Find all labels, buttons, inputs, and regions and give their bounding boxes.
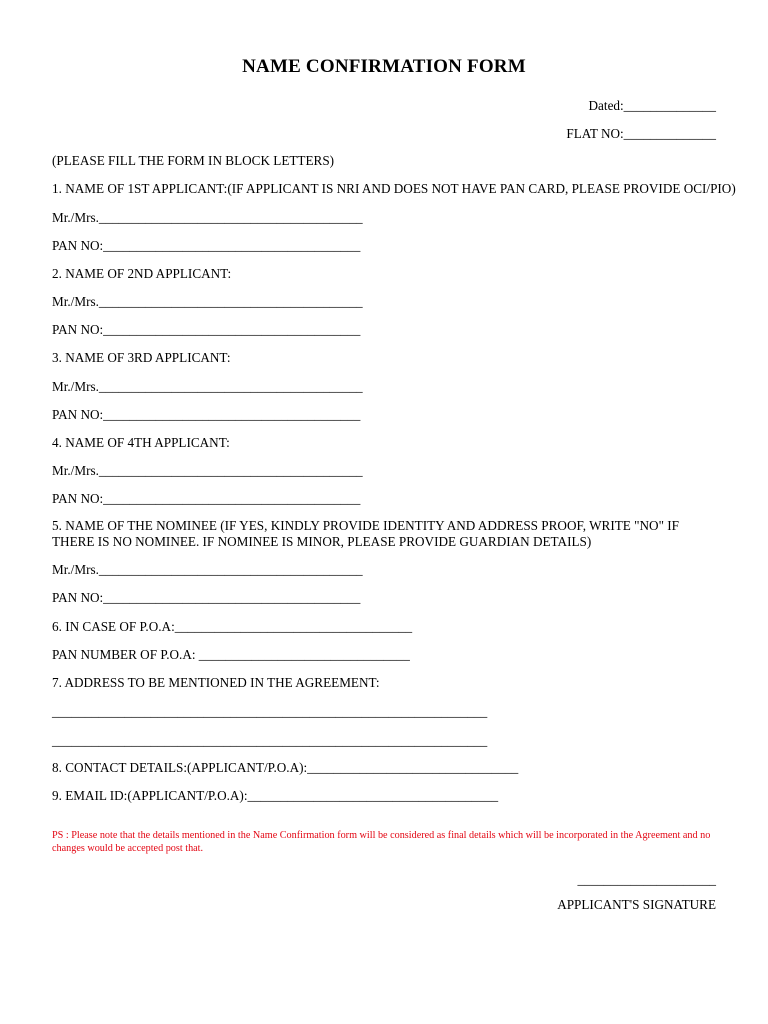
signature-label: APPLICANT'S SIGNATURE: [557, 897, 716, 912]
nominee-pan-field[interactable]: PAN NO:_______________________________________: [52, 590, 361, 605]
form-title: NAME CONFIRMATION FORM: [242, 56, 526, 77]
instruction-text: (PLEASE FILL THE FORM IN BLOCK LETTERS): [52, 153, 335, 168]
nominee-name-field[interactable]: Mr./Mrs.________________________________________: [52, 562, 363, 577]
poa-field[interactable]: 6. IN CASE OF P.O.A:____________________________________: [52, 619, 413, 634]
nominee-heading: 5. NAME OF THE NOMINEE (IF YES, KINDLY PROVIDE IDENTITY AND ADDRESS PROOF, WRITE "NO" IF THERE IS NO NOMINEE. IF NOMINEE IS MINOR, PLEASE PROVIDE GUARDIAN DETAILS): [52, 518, 679, 549]
applicant-1-pan-field[interactable]: PAN NO:_______________________________________: [52, 238, 361, 253]
ps-note: PS : Please note that the details mentioned in the Name Confirmation form will be considered as final details which will be incorporated in the Agreement and no changes would be accepted post that.: [52, 830, 711, 854]
applicant-4-heading: 4. NAME OF 4TH APPLICANT:: [52, 435, 230, 450]
address-line-2[interactable]: __________________________________________________________________: [52, 733, 488, 748]
poa-pan-field[interactable]: PAN NUMBER OF P.O.A: ________________________________: [52, 647, 410, 662]
applicant-2-heading: 2. NAME OF 2ND APPLICANT:: [52, 266, 232, 281]
applicant-3-name-field[interactable]: Mr./Mrs.________________________________________: [52, 379, 363, 394]
applicant-2-pan-field[interactable]: PAN NO:_______________________________________: [52, 322, 361, 337]
applicant-4-name-field[interactable]: Mr./Mrs.________________________________________: [52, 463, 363, 478]
applicant-4-pan-field[interactable]: PAN NO:_______________________________________: [52, 491, 361, 506]
applicant-2-name-field[interactable]: Mr./Mrs.________________________________________: [52, 294, 363, 309]
address-heading: 7. ADDRESS TO BE MENTIONED IN THE AGREEMENT:: [52, 675, 380, 690]
applicant-1-heading: 1. NAME OF 1ST APPLICANT:(IF APPLICANT IS NRI AND DOES NOT HAVE PAN CARD, PLEASE PROVIDE OCI/PIO): [52, 181, 736, 196]
flat-no-field[interactable]: FLAT NO:______________: [566, 126, 716, 141]
contact-details-field[interactable]: 8. CONTACT DETAILS:(APPLICANT/P.O.A):________________________________: [52, 760, 519, 775]
applicant-3-heading: 3. NAME OF 3RD APPLICANT:: [52, 350, 231, 365]
applicant-3-pan-field[interactable]: PAN NO:_______________________________________: [52, 407, 361, 422]
signature-line[interactable]: _____________________: [577, 872, 716, 887]
email-id-field[interactable]: 9. EMAIL ID:(APPLICANT/P.O.A):______________________________________: [52, 788, 499, 803]
address-line-1[interactable]: __________________________________________________________________: [52, 704, 488, 719]
dated-field[interactable]: Dated:______________: [588, 98, 716, 113]
applicant-1-name-field[interactable]: Mr./Mrs.________________________________________: [52, 210, 363, 225]
